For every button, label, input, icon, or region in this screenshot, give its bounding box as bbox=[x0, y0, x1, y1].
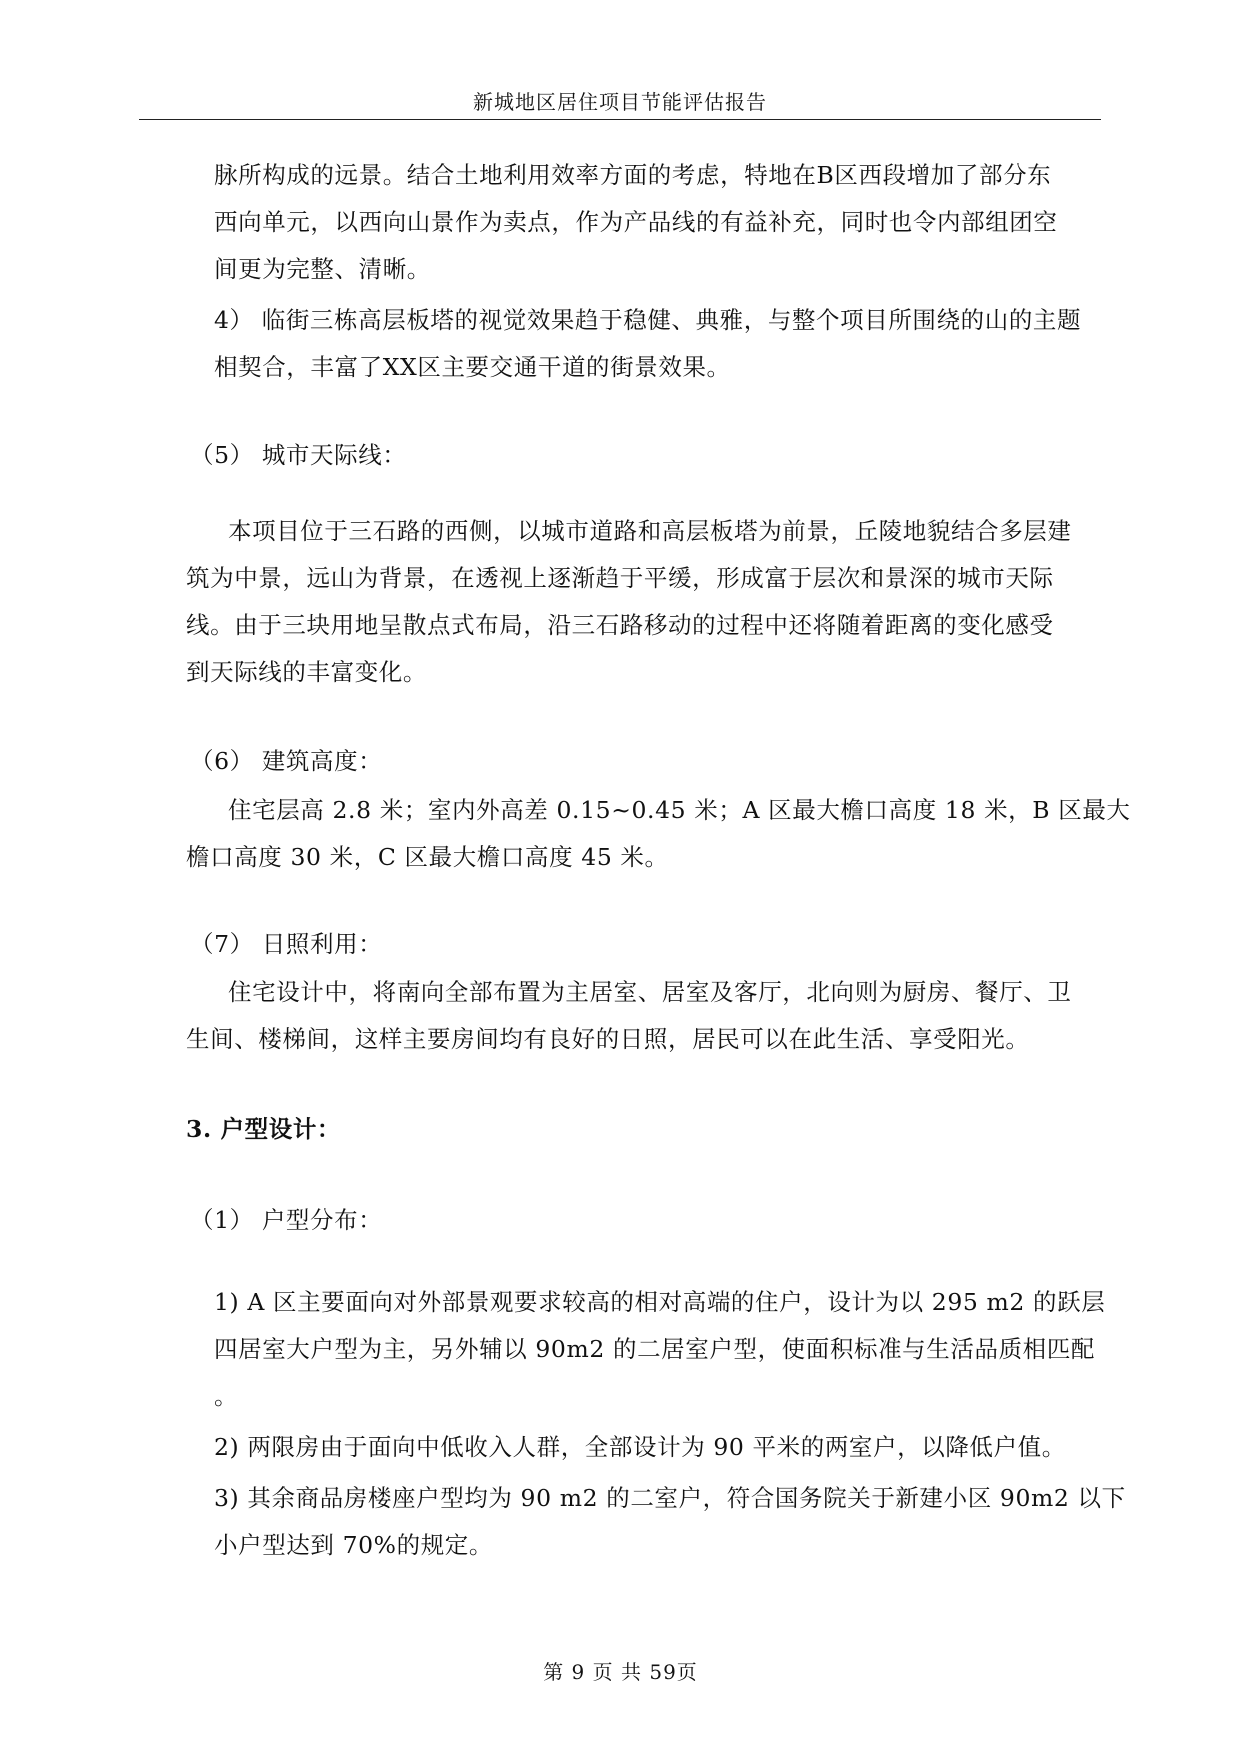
paragraph-line: 檐口高度 30 米，C 区最大檐口高度 45 米。 bbox=[186, 843, 669, 871]
paragraph-line: 脉所构成的远景。结合土地利用效率方面的考虑，特地在B区西段增加了部分东 bbox=[214, 161, 1052, 189]
list-item-line: 2) 两限房由于面向中低收入人群，全部设计为 90 平米的两室户，以降低户值。 bbox=[214, 1433, 1066, 1461]
page-number: 第 9 页 共 59页 bbox=[543, 1660, 698, 1684]
paragraph-line: 本项目位于三石路的西侧，以城市道路和高层板塔为前景，丘陵地貌结合多层建 bbox=[228, 517, 1072, 545]
list-item-line: 。 bbox=[214, 1382, 239, 1410]
section-heading: 3. 户型设计： bbox=[186, 1115, 342, 1143]
list-item-line: 3) 其余商品房楼座户型均为 90 m2 的二室户，符合国务院关于新建小区 90m2 以下 bbox=[214, 1484, 1126, 1512]
paragraph-line: 住宅层高 2.8 米；室内外高差 0.15~0.45 米；A 区最大檐口高度 18 米，B 区最大 bbox=[228, 796, 1131, 824]
subsection-heading: （1） 户型分布： bbox=[190, 1206, 383, 1234]
subsection-heading: （7） 日照利用： bbox=[190, 930, 383, 958]
list-item-line: 四居室大户型为主，另外辅以 90m2 的二居室户型，使面积标准与生活品质相匹配 bbox=[214, 1335, 1095, 1363]
paragraph-line: 到天际线的丰富变化。 bbox=[186, 658, 427, 686]
list-item-line: 小户型达到 70%的规定。 bbox=[214, 1531, 494, 1559]
paragraph-line: 线。由于三块用地呈散点式布局，沿三石路移动的过程中还将随着距离的变化感受 bbox=[186, 611, 1054, 639]
list-item-line: 4） 临街三栋高层板塔的视觉效果趋于稳健、典雅，与整个项目所围绕的山的主题 bbox=[214, 306, 1082, 334]
paragraph-line: 住宅设计中，将南向全部布置为主居室、居室及客厅，北向则为厨房、餐厅、卫 bbox=[228, 978, 1072, 1006]
header-rule bbox=[139, 119, 1101, 120]
paragraph-line: 生间、楼梯间，这样主要房间均有良好的日照，居民可以在此生活、享受阳光。 bbox=[186, 1025, 1030, 1053]
paragraph-line: 间更为完整、清晰。 bbox=[214, 255, 431, 283]
paragraph-line: 筑为中景，远山为背景，在透视上逐渐趋于平缓，形成富于层次和景深的城市天际 bbox=[186, 564, 1054, 592]
page-header: 新城地区居住项目节能评估报告 bbox=[473, 90, 767, 114]
list-item-line: 1) A 区主要面向对外部景观要求较高的相对高端的住户，设计为以 295 m2 的跃层 bbox=[214, 1288, 1106, 1316]
list-item-line: 相契合，丰富了XX区主要交通干道的街景效果。 bbox=[214, 353, 731, 381]
subsection-heading: （5） 城市天际线： bbox=[190, 441, 407, 469]
paragraph-line: 西向单元，以西向山景作为卖点，作为产品线的有益补充，同时也令内部组团空 bbox=[214, 208, 1058, 236]
subsection-heading: （6） 建筑高度： bbox=[190, 747, 383, 775]
